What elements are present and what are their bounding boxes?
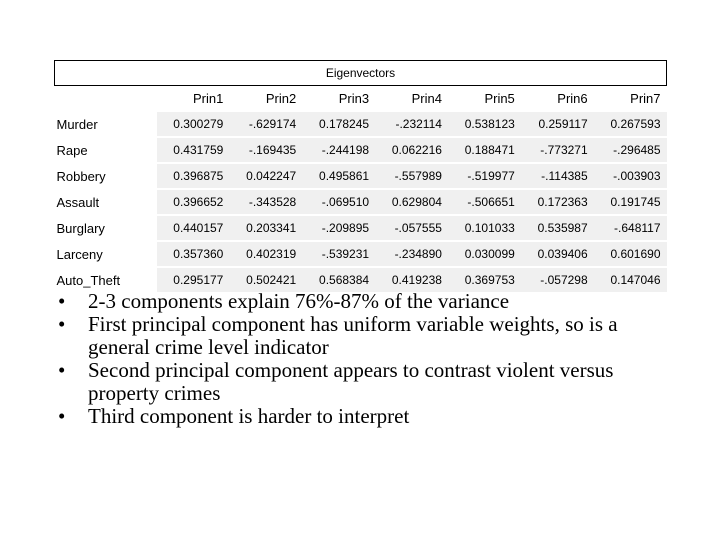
bullet-marker: • — [58, 358, 66, 382]
bullet-item — [58, 405, 678, 428]
table-row — [55, 163, 667, 189]
table-cell: 0.188471 — [448, 137, 521, 163]
table-cell: -.648117 — [594, 215, 667, 241]
bullet-text: 2-3 components explain 76%-87% of the variance — [88, 289, 510, 313]
table-cell: -.539231 — [302, 241, 375, 267]
table-cell: 0.295177 — [157, 267, 230, 292]
table-cell: 0.172363 — [521, 189, 594, 215]
table-cell: -.234890 — [375, 241, 448, 267]
row-label: Burglary — [55, 215, 157, 241]
bullet-text: Third component is harder to interpret — [88, 404, 410, 428]
table-row — [55, 137, 667, 163]
row-label: Rape — [55, 137, 157, 163]
bullet-marker: • — [58, 289, 66, 313]
bullet-item — [58, 290, 678, 313]
table-body — [55, 111, 667, 292]
row-label: Murder — [55, 111, 157, 137]
table-cell: -.296485 — [594, 137, 667, 163]
table-row — [55, 189, 667, 215]
table-cell: 0.300279 — [157, 111, 230, 137]
table-cell: 0.538123 — [448, 111, 521, 137]
table-cell: 0.535987 — [521, 215, 594, 241]
table-cell: 0.042247 — [229, 163, 302, 189]
bullet-text: Second principal component appears to contrast violent versus property crimes — [88, 358, 614, 405]
table-cell: 0.030099 — [448, 241, 521, 267]
header-corner — [55, 86, 157, 112]
row-label: Assault — [55, 189, 157, 215]
table-row — [55, 241, 667, 267]
table-cell: 0.601690 — [594, 241, 667, 267]
bullet-text: First principal component has uniform variable weights, so is a general crime level indicator — [88, 312, 618, 359]
column-header: Prin6 — [521, 86, 594, 112]
table-cell: -.557989 — [375, 163, 448, 189]
bullet-marker: • — [58, 404, 66, 428]
eigenvectors-table-container — [54, 60, 666, 292]
column-header: Prin4 — [375, 86, 448, 112]
table-cell: -.629174 — [229, 111, 302, 137]
table-cell: -.232114 — [375, 111, 448, 137]
table-cell: -.506651 — [448, 189, 521, 215]
table-cell: 0.039406 — [521, 241, 594, 267]
table-cell: -.069510 — [302, 189, 375, 215]
table-cell: 0.396875 — [157, 163, 230, 189]
table-cell: 0.191745 — [594, 189, 667, 215]
column-header: Prin3 — [302, 86, 375, 112]
table-cell: -.057298 — [521, 267, 594, 292]
table-cell: 0.369753 — [448, 267, 521, 292]
table-cell: 0.495861 — [302, 163, 375, 189]
bullet-item — [58, 313, 678, 359]
row-label: Robbery — [55, 163, 157, 189]
table-cell: 0.502421 — [229, 267, 302, 292]
row-label: Auto_Theft — [55, 267, 157, 292]
table-cell: -.057555 — [375, 215, 448, 241]
table-caption: Eigenvectors — [55, 61, 667, 86]
table-row — [55, 111, 667, 137]
table-cell: 0.419238 — [375, 267, 448, 292]
table-cell: -.244198 — [302, 137, 375, 163]
table-cell: -.343528 — [229, 189, 302, 215]
table-cell: 0.431759 — [157, 137, 230, 163]
table-cell: -.114385 — [521, 163, 594, 189]
table-header-row — [55, 86, 667, 112]
table-cell: 0.062216 — [375, 137, 448, 163]
table-cell: 0.178245 — [302, 111, 375, 137]
table-cell: -.003903 — [594, 163, 667, 189]
column-header: Prin1 — [157, 86, 230, 112]
table-cell: -.169435 — [229, 137, 302, 163]
table-cell: 0.259117 — [521, 111, 594, 137]
bullet-item — [58, 359, 678, 405]
column-header: Prin5 — [448, 86, 521, 112]
table-row — [55, 215, 667, 241]
bullet-list — [58, 290, 678, 428]
table-cell: -.209895 — [302, 215, 375, 241]
table-cell: 0.629804 — [375, 189, 448, 215]
column-header: Prin2 — [229, 86, 302, 112]
column-header: Prin7 — [594, 86, 667, 112]
table-cell: 0.203341 — [229, 215, 302, 241]
bullet-marker: • — [58, 312, 66, 336]
table-cell: 0.267593 — [594, 111, 667, 137]
table-cell: 0.101033 — [448, 215, 521, 241]
table-cell: 0.440157 — [157, 215, 230, 241]
table-cell: 0.357360 — [157, 241, 230, 267]
table-cell: 0.396652 — [157, 189, 230, 215]
eigenvectors-table — [54, 60, 667, 292]
table-cell: 0.402319 — [229, 241, 302, 267]
table-cell: -.773271 — [521, 137, 594, 163]
table-cell: -.519977 — [448, 163, 521, 189]
table-cell: 0.147046 — [594, 267, 667, 292]
table-cell: 0.568384 — [302, 267, 375, 292]
row-label: Larceny — [55, 241, 157, 267]
